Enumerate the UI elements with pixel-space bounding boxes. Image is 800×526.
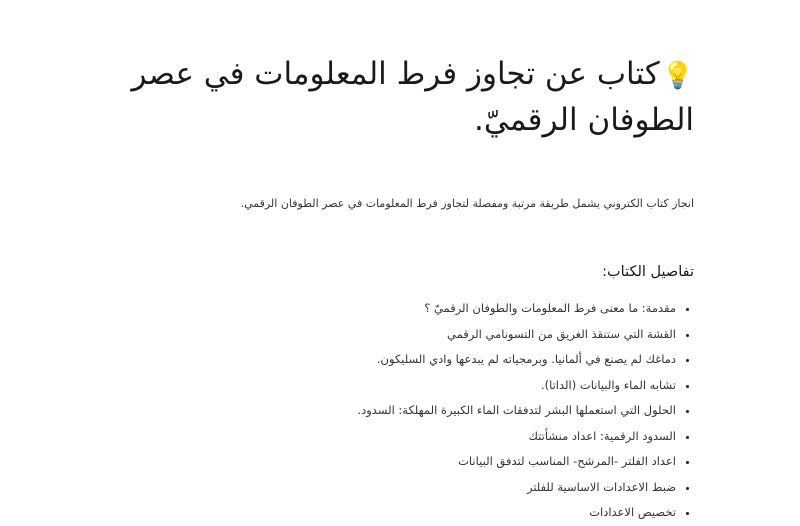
list-item: • الحلول التي استعملها البشر لتدفقات الماء الكبيرة المهلكة: السدود.: [76, 398, 676, 424]
list-item: • تخصيص الاعدادات: [76, 500, 676, 526]
book-details-list: [76, 296, 694, 526]
intro-paragraph: انجاز كتاب الكتروني يشمل طريقة مرتبة ومفصلة لتجاوز فرط المعلومات في عصر الطوفان الرقمي.: [240, 197, 694, 210]
section-heading: تفاصيل الكتاب:: [602, 264, 694, 280]
list-item: • تشابه الماء والبيانات (الداتا).: [76, 373, 676, 399]
page-title-text: كتاب عن تجاوز فرط المعلومات في عصر الطوفان الرقميّ.: [131, 56, 694, 138]
list-item: • مقدمة: ما معنى فرط المعلومات والطوفان الرقميّ ؟: [76, 296, 676, 322]
list-item: • ضبط الاعدادات الاساسية للفلتر: [76, 475, 676, 501]
list-item: • السدود الرقمية: اعداد منشأتتك: [76, 424, 676, 450]
list-item: • القشة التي ستنقذ الغريق من التسونامي الرقمي: [76, 322, 676, 348]
lightbulb-icon: 💡: [661, 61, 694, 91]
list-item: • دماغك لم يصنع في ألمانيا. وبرمجياته لم يبدعها وادي السليكون.: [76, 347, 676, 373]
list-item: • اعداد الفلتر -المرشح- المناسب لتدفق البيانات: [76, 449, 676, 475]
page-title: [54, 52, 694, 142]
